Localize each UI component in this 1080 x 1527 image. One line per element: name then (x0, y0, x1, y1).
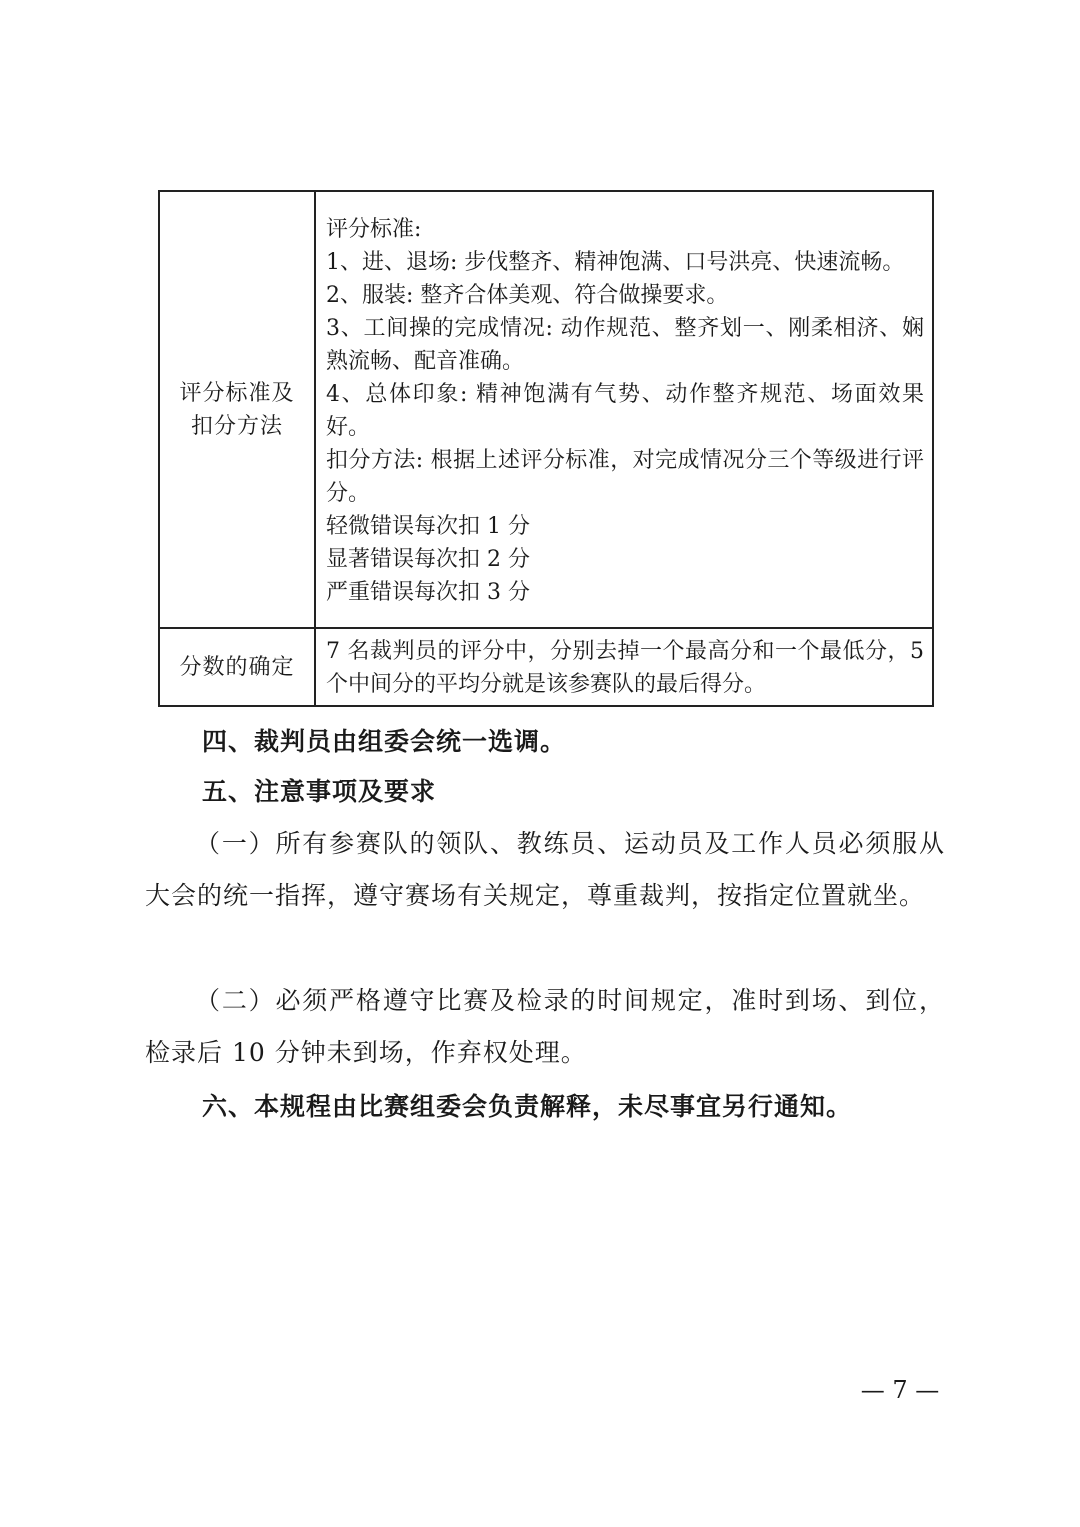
content-line: 1、进、退场: 步伐整齐、精神饱满、口号洪亮、快速流畅。 (326, 249, 905, 275)
table-row-score-determination (159, 628, 933, 706)
section-5-item-2: （二）必须严格遵守比赛及检录的时间规定，准时到场、到位，检录后 10 分钟未到场，作弃权处理。 (145, 986, 945, 1067)
section-heading-4: 四、裁判员由组委会统一选调。 (202, 727, 567, 756)
content-line: 3、工间操的完成情况: 动作规范、整齐划一、刚柔相济、娴熟流畅、配音准确。 (326, 315, 924, 374)
content-line: 4、总体印象: 精神饱满有气势、动作整齐规范、场面效果好。 (326, 381, 924, 440)
row-label-scoring-criteria (159, 191, 315, 628)
content-line: 显著错误每次扣 2 分 (326, 546, 530, 572)
content-line: 2、服装: 整齐合体美观、符合做操要求。 (326, 282, 729, 308)
row-content-score-determination (315, 628, 933, 706)
page-number: — 7 — (860, 1376, 940, 1404)
label-line: 评分标准及 (179, 380, 295, 406)
section-heading-5: 五、注意事项及要求 (202, 777, 437, 806)
section-5-item-1: （一）所有参赛队的领队、教练员、运动员及工作人员必须服从大会的统一指挥，遵守赛场有关规定，尊重裁判，按指定位置就坐。 (145, 829, 945, 910)
row-content-scoring-criteria (315, 191, 933, 628)
content-line: 7 名裁判员的评分中，分别去掉一个最高分和一个最低分，5 个中间分的平均分就是该参赛队的最后得分。 (326, 639, 924, 697)
label-line: 扣分方法 (190, 413, 283, 439)
table-row-scoring-criteria (159, 191, 933, 628)
content-line: 轻微错误每次扣 1 分 (326, 513, 530, 539)
scoring-table (158, 190, 934, 707)
label-line: 分数的确定 (179, 654, 295, 680)
row-label-score-determination (159, 628, 315, 706)
section-heading-6: 六、本规程由比赛组委会负责解释，未尽事宜另行通知。 (202, 1092, 853, 1121)
content-line: 评分标准: (326, 216, 422, 242)
content-line: 严重错误每次扣 3 分 (326, 579, 530, 605)
content-line: 扣分方法: 根据上述评分标准，对完成情况分三个等级进行评分。 (326, 447, 924, 506)
